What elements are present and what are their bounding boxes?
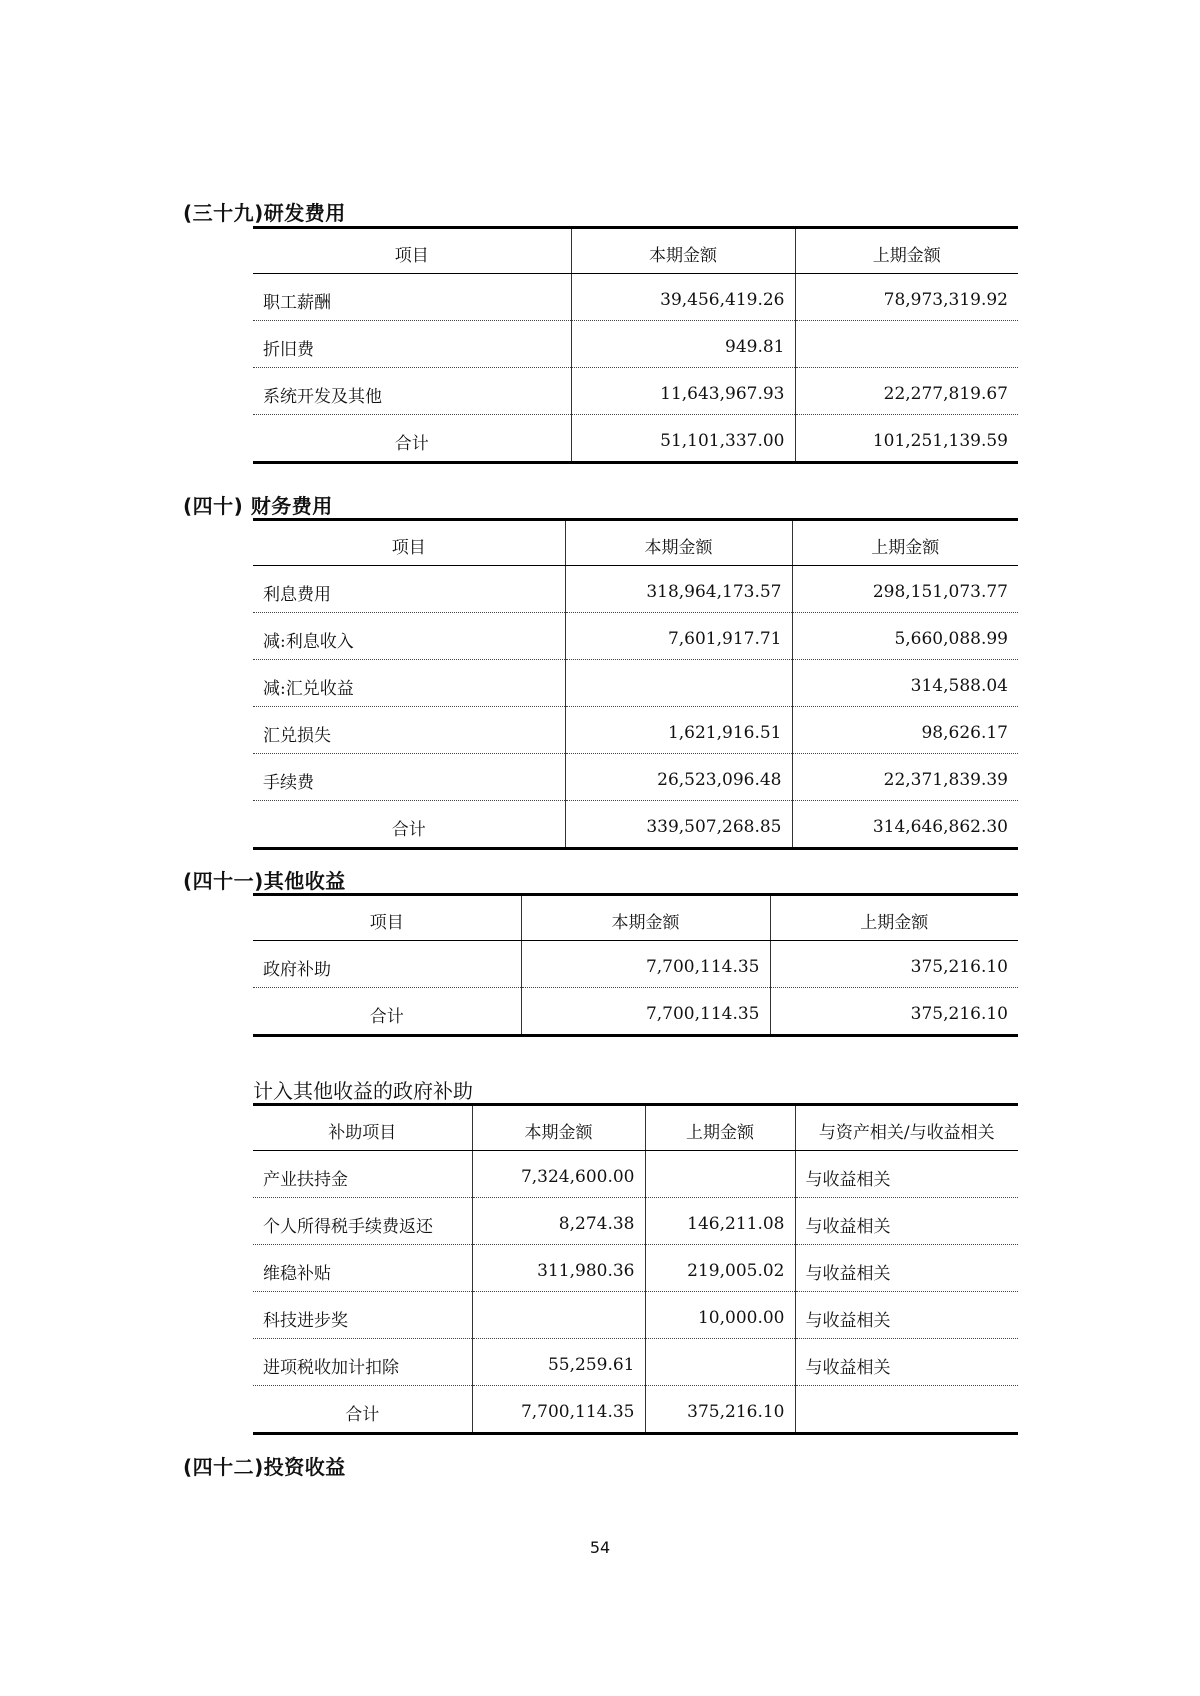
row-item: 汇兑损失 — [253, 707, 565, 754]
page-number: 54 — [589, 1538, 611, 1557]
row-relation: 与收益相关 — [795, 1151, 1018, 1198]
row-item: 折旧费 — [253, 321, 571, 368]
row-current — [472, 1292, 645, 1339]
row-prior: 10,000.00 — [645, 1292, 795, 1339]
table-row — [253, 566, 1018, 613]
column-header-prior: 上期金额 — [645, 1105, 795, 1151]
total-relation — [795, 1386, 1018, 1434]
row-current: 318,964,173.57 — [565, 566, 792, 613]
row-item: 维稳补贴 — [253, 1245, 472, 1292]
section-heading-investment-income: (四十二)投资收益 — [183, 1455, 346, 1479]
total-prior: 375,216.10 — [645, 1386, 795, 1434]
column-header-current: 本期金额 — [521, 895, 770, 941]
table-row — [253, 707, 1018, 754]
row-current: 8,274.38 — [472, 1198, 645, 1245]
column-header-relation: 与资产相关/与收益相关 — [795, 1105, 1018, 1151]
row-current: 7,601,917.71 — [565, 613, 792, 660]
row-relation: 与收益相关 — [795, 1292, 1018, 1339]
row-current: 949.81 — [571, 321, 795, 368]
table-row — [253, 274, 1018, 321]
table-row — [253, 754, 1018, 801]
row-prior: 5,660,088.99 — [792, 613, 1018, 660]
total-current: 7,700,114.35 — [521, 988, 770, 1036]
row-relation: 与收益相关 — [795, 1339, 1018, 1386]
row-current: 1,621,916.51 — [565, 707, 792, 754]
column-header-current: 本期金额 — [472, 1105, 645, 1151]
row-current: 311,980.36 — [472, 1245, 645, 1292]
total-current: 339,507,268.85 — [565, 801, 792, 849]
row-current: 11,643,967.93 — [571, 368, 795, 415]
row-current: 39,456,419.26 — [571, 274, 795, 321]
row-prior — [645, 1151, 795, 1198]
total-row — [253, 988, 1018, 1036]
row-relation: 与收益相关 — [795, 1245, 1018, 1292]
column-header-prior: 上期金额 — [792, 520, 1018, 566]
rd-expenses-table — [253, 226, 1018, 464]
table-row — [253, 321, 1018, 368]
total-current: 51,101,337.00 — [571, 415, 795, 463]
total-label: 合计 — [391, 819, 426, 840]
section-heading-rd-expenses: (三十九)研发费用 — [183, 201, 346, 225]
table-row — [253, 613, 1018, 660]
row-item: 进项税收加计扣除 — [253, 1339, 472, 1386]
row-item: 减:汇兑收益 — [253, 660, 565, 707]
row-prior: 78,973,319.92 — [795, 274, 1018, 321]
row-current: 7,700,114.35 — [521, 941, 770, 988]
row-prior: 219,005.02 — [645, 1245, 795, 1292]
row-prior — [795, 321, 1018, 368]
total-label: 合计 — [369, 1006, 404, 1027]
total-label: 合计 — [345, 1404, 380, 1425]
column-header-item: 项目 — [253, 520, 565, 566]
table-row — [253, 1245, 1018, 1292]
total-row — [253, 801, 1018, 849]
row-current: 26,523,096.48 — [565, 754, 792, 801]
column-header-current: 本期金额 — [571, 228, 795, 274]
row-item: 职工薪酬 — [253, 274, 571, 321]
table-header-row — [253, 895, 1018, 941]
table-header-row — [253, 520, 1018, 566]
column-header-item: 补助项目 — [253, 1105, 472, 1151]
table-row — [253, 1339, 1018, 1386]
row-prior — [645, 1339, 795, 1386]
row-prior: 146,211.08 — [645, 1198, 795, 1245]
total-row — [253, 1386, 1018, 1434]
subsection-heading-gov-subsidies: 计入其他收益的政府补助 — [253, 1079, 473, 1103]
row-item: 手续费 — [253, 754, 565, 801]
column-header-item: 项目 — [253, 228, 571, 274]
column-header-current: 本期金额 — [565, 520, 792, 566]
total-label: 合计 — [394, 433, 429, 454]
row-current: 55,259.61 — [472, 1339, 645, 1386]
column-header-prior: 上期金额 — [795, 228, 1018, 274]
column-header-item: 项目 — [253, 895, 521, 941]
table-row — [253, 660, 1018, 707]
row-prior: 22,371,839.39 — [792, 754, 1018, 801]
row-current: 7,324,600.00 — [472, 1151, 645, 1198]
total-prior: 314,646,862.30 — [792, 801, 1018, 849]
table-row — [253, 1292, 1018, 1339]
row-relation: 与收益相关 — [795, 1198, 1018, 1245]
row-prior: 375,216.10 — [770, 941, 1018, 988]
row-item: 产业扶持金 — [253, 1151, 472, 1198]
total-current: 7,700,114.35 — [472, 1386, 645, 1434]
row-current — [565, 660, 792, 707]
row-item: 科技进步奖 — [253, 1292, 472, 1339]
table-row — [253, 368, 1018, 415]
total-prior: 375,216.10 — [770, 988, 1018, 1036]
finance-expenses-table — [253, 518, 1018, 850]
table-row — [253, 941, 1018, 988]
row-item: 系统开发及其他 — [253, 368, 571, 415]
row-item: 减:利息收入 — [253, 613, 565, 660]
section-heading-finance-expenses: (四十) 财务费用 — [183, 494, 333, 518]
section-heading-other-income: (四十一)其他收益 — [183, 869, 346, 893]
total-prior: 101,251,139.59 — [795, 415, 1018, 463]
table-header-row — [253, 1105, 1018, 1151]
other-income-table — [253, 893, 1018, 1037]
row-prior: 98,626.17 — [792, 707, 1018, 754]
row-item: 政府补助 — [253, 941, 521, 988]
row-prior: 298,151,073.77 — [792, 566, 1018, 613]
row-prior: 22,277,819.67 — [795, 368, 1018, 415]
row-item: 利息费用 — [253, 566, 565, 613]
table-row — [253, 1151, 1018, 1198]
table-row — [253, 1198, 1018, 1245]
column-header-prior: 上期金额 — [770, 895, 1018, 941]
total-row — [253, 415, 1018, 463]
table-header-row — [253, 228, 1018, 274]
row-prior: 314,588.04 — [792, 660, 1018, 707]
row-item: 个人所得税手续费返还 — [253, 1198, 472, 1245]
gov-subsidies-table — [253, 1103, 1018, 1435]
